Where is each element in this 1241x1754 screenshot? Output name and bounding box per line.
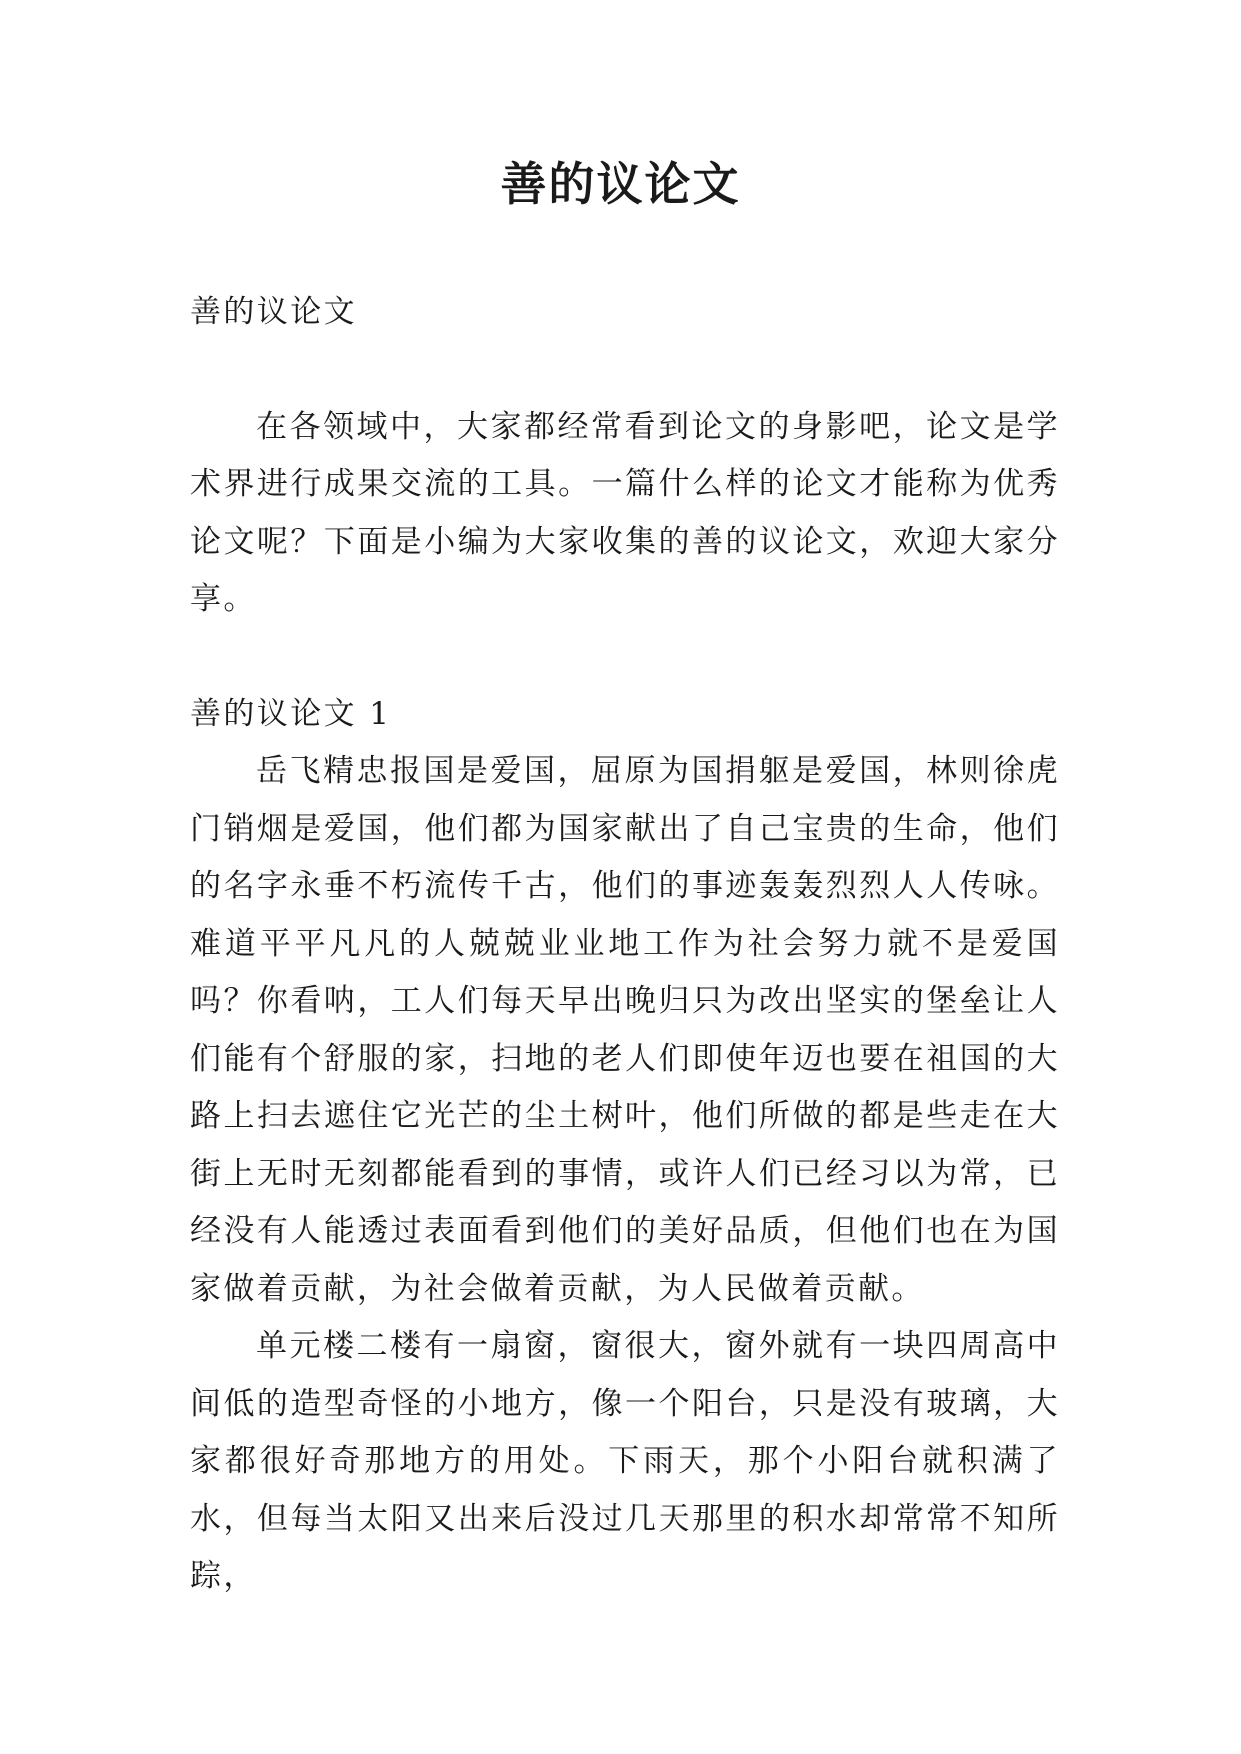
spacer <box>190 629 1060 686</box>
document-subtitle: 善的议论文 <box>190 294 357 330</box>
document-body <box>190 284 1060 1606</box>
document-title: 善的议论文 <box>500 157 741 211</box>
section-heading: 善的议论文 1 <box>190 695 392 732</box>
spacer <box>190 342 1060 399</box>
body-paragraph: 单元楼二楼有一扇窗，窗很大，窗外就有一块四周高中间低的造型奇怪的小地方，像一个阳台，只是没有玻璃，大家都很好奇那地方的用处。下雨天，那个小阳台就积满了水，但每当太阳又出来后没过几天那里的积水却常常不知所踪， <box>190 1328 1060 1594</box>
body-paragraph: 岳飞精忠报国是爱国，屈原为国捐躯是爱国，林则徐虎门销烟是爱国，他们都为国家献出了自己宝贵的生命，他们的名字永垂不朽流传千古，他们的事迹轰轰烈烈人人传咏。难道平平凡凡的人兢兢业业地工作为社会努力就不是爱国吗？你看呐，工人们每天早出晚归只为改出坚实的堡垒让人们能有个舒服的家，扫地的老人们即使年迈也要在祖国的大路上扫去遮住它光芒的尘土树叶，他们所做的都是些走在大街上无时无刻都能看到的事情，或许人们已经习以为常，已经没有人能透过表面看到他们的美好品质，但他们也在为国家做着贡献，为社会做着贡献，为人民做着贡献。 <box>190 753 1060 1307</box>
intro-paragraph: 在各领域中，大家都经常看到论文的身影吧，论文是学术界进行成果交流的工具。一篇什么样的论文才能称为优秀论文呢？下面是小编为大家收集的善的议论文，欢迎大家分享。 <box>190 408 1060 617</box>
